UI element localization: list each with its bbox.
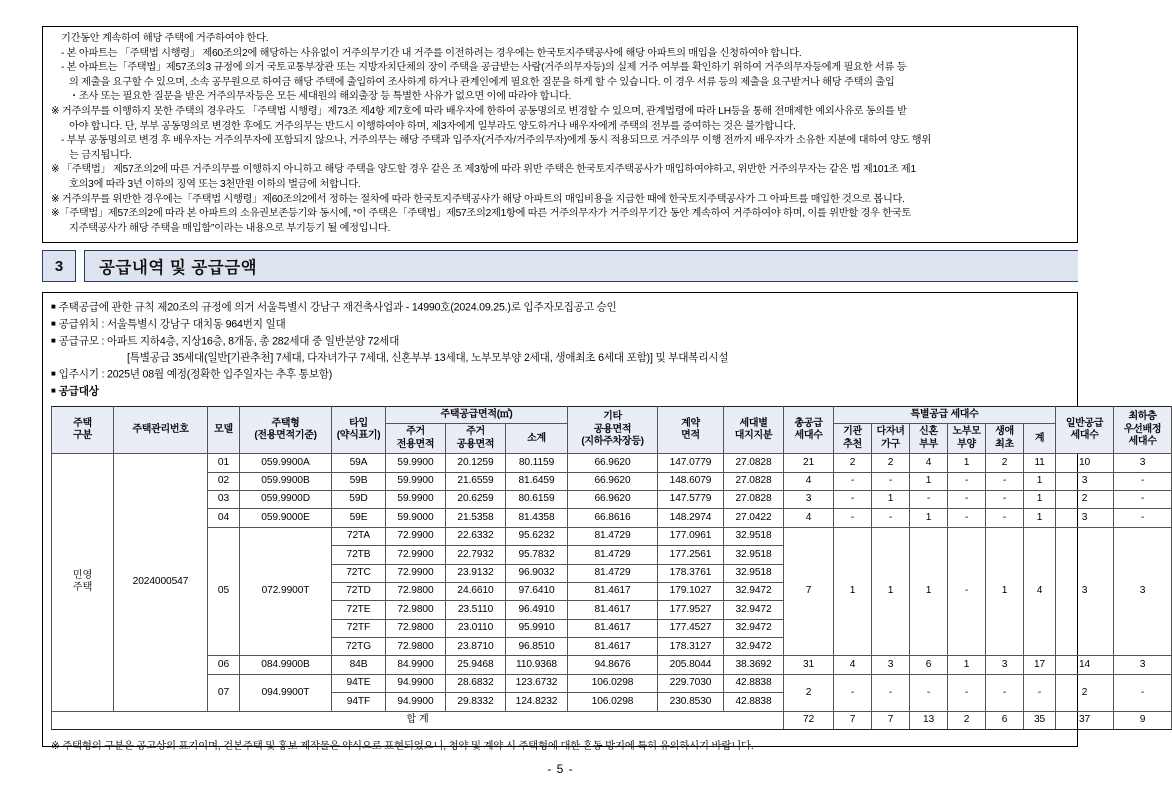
cell-contract-area: 205.8044	[658, 656, 724, 674]
cell-other-common: 106.0298	[568, 693, 658, 711]
cell-sp-firsttime: 3	[986, 656, 1024, 674]
cell-contract-area: 178.3127	[658, 638, 724, 656]
bullet-movein: ■ 입주시기 : 2025년 08월 예정(정확한 입주일자는 추후 통보함)	[51, 368, 333, 381]
th-supply-area-group: 주택공급면적(㎡)	[386, 406, 568, 423]
cell-sp-firsttime: -	[986, 509, 1024, 527]
cell-other-common: 81.4729	[568, 564, 658, 582]
cell-total-units: 3	[784, 490, 834, 508]
notice-line: - 본 아파트는「주택법」제57조의3 규정에 의거 국토교통부장관 또는 지방자치단체의 장이 주택을 공급받는 사람(거주의무자등)의 실제 거주 여부를 확인하기 위하여 거주의무자등에게 필요한 서류 등	[61, 62, 907, 74]
cell-common-area: 24.6610	[446, 582, 506, 600]
cell-total-sp-multichild: 7	[872, 711, 910, 729]
cell-subtotal: 95.9910	[506, 619, 568, 637]
cell-common-area: 23.8710	[446, 638, 506, 656]
cell-common-area: 25.9468	[446, 656, 506, 674]
cell-house-type: 059.9900D	[240, 490, 332, 508]
bullet-scale-detail: [특별공급 35세대(일반[기관추천] 7세대, 다자녀가구 7세대, 신혼부부 13세대, 노부모부양 2세대, 생애최초 6세대 포함)] 및 부대복리시설	[127, 351, 729, 364]
cell-model: 05	[208, 527, 240, 656]
th-mgmt-number: 주택관리번호	[114, 406, 208, 453]
notice-line: - 본 아파트는 「주택법 시행령」 제60조의2에 해당하는 사유없이 거주의무기간 내 거주를 이전하려는 경우에는 한국토지주택공사에 해당 아파트의 매입을 신청하여야 합니다.	[61, 47, 802, 59]
notice-line: ※「주택법」제57조의2에 따라 본 아파트의 소유권보존등기와 동시에, “이 주택은「주택법」제57조의2제1항에 따른 거주의무자가 거주의무기간 동안 계속하여 거주하여야 하며, 이를 위반할 경우 한국토	[51, 208, 912, 220]
cell-subtotal: 96.8510	[506, 638, 568, 656]
cell-sp-newlywed: 4	[910, 454, 948, 472]
cell-model: 01	[208, 454, 240, 472]
notice-box	[42, 26, 1078, 243]
th-general-units: 일반공급 세대수	[1056, 406, 1114, 453]
cell-sp-firsttime: -	[986, 490, 1024, 508]
cell-type-code: 72TD	[332, 582, 386, 600]
table-row	[52, 674, 1172, 692]
cell-land-share: 32.9472	[724, 601, 784, 619]
cell-lowest-floor: -	[1114, 490, 1172, 508]
cell-model: 06	[208, 656, 240, 674]
cell-sp-institution: 1	[834, 527, 872, 656]
cell-type-code: 59B	[332, 472, 386, 490]
cell-common-area: 21.6559	[446, 472, 506, 490]
supply-table-body	[52, 454, 1172, 730]
cell-other-common: 81.4617	[568, 601, 658, 619]
cell-other-common: 66.9620	[568, 454, 658, 472]
cell-lowest-floor: 3	[1114, 527, 1172, 656]
th-model: 모델	[208, 406, 240, 453]
cell-exclusive-area: 72.9900	[386, 564, 446, 582]
cell-total-sp-newlywed: 13	[910, 711, 948, 729]
bullet-square-icon: ■	[51, 318, 56, 328]
notice-line: 기간동안 계속하여 해당 주택에 거주하여야 한다.	[61, 33, 269, 44]
th-sp-firsttime: 생애 최초	[986, 424, 1024, 454]
th-sp-total: 계	[1024, 424, 1056, 454]
page-number: - 5 -	[547, 762, 574, 776]
th-sp-multichild: 다자녀 가구	[872, 424, 910, 454]
cell-general-units: 3	[1056, 509, 1114, 527]
cell-type-code: 59A	[332, 454, 386, 472]
cell-subtotal: 81.6459	[506, 472, 568, 490]
cell-common-area: 20.6259	[446, 490, 506, 508]
cell-general-units: 3	[1056, 527, 1114, 656]
cell-other-common: 66.9620	[568, 490, 658, 508]
cell-lowest-floor: -	[1114, 509, 1172, 527]
notice-line: ※ 거주의무를 위반한 경우에는「주택법 시행령」제60조의2에서 정하는 절차에 따라 한국토지주택공사가 해당 아파트의 매입비용을 지급한 때에 한국토지주택공사가 그 아파트를 매입한 것으로 봅니다.	[51, 193, 905, 205]
cell-land-share: 27.0422	[724, 509, 784, 527]
cell-subtotal: 95.7832	[506, 546, 568, 564]
bullet-square-icon: ■	[51, 369, 56, 379]
cell-type-code: 72TG	[332, 638, 386, 656]
cell-sp-parents: -	[948, 509, 986, 527]
cell-sp-firsttime: 2	[986, 454, 1024, 472]
cell-contract-area: 177.0961	[658, 527, 724, 545]
th-type-code: 타입 (약식표기)	[332, 406, 386, 453]
cell-other-common: 106.0298	[568, 674, 658, 692]
cell-contract-area: 177.2561	[658, 546, 724, 564]
cell-exclusive-area: 59.9900	[386, 454, 446, 472]
cell-sp-firsttime: -	[986, 472, 1024, 490]
cell-lowest-floor: -	[1114, 674, 1172, 711]
cell-general-units: 2	[1056, 490, 1114, 508]
notice-line: - 부부 공동명의로 변경 후 배우자는 거주의무자에 포함되지 않으나, 거주의무는 해당 주택과 입주자(거주자/거주의무자)에게 동시 적용되므로 거주의무 이행 전까지 배우자가 소유한 지분에 대하여 양도 행위	[61, 135, 931, 147]
notice-line: ※ 거주의무를 이행하지 못한 주택의 경우라도 「주택법 시행령」제73조 제4항 제7호에 따라 배우자에 한하여 공동명의로 변경할 수 있으며, 관계법령에 따라 LH등을 통해 전매제한 예외사유로 동의를 받	[51, 105, 907, 117]
cell-land-share: 32.9472	[724, 619, 784, 637]
table-row	[52, 509, 1172, 527]
cell-other-common: 66.9620	[568, 472, 658, 490]
table-footnote: ※ 주택형의 구분은 공고상의 표기이며, 건본주택 및 홍보 제작물은 약식으로 표현되었으니, 청약 및 계약 시 주택형에 대한 혼동 방지에 특히 유의하시기 바랍니다.	[51, 741, 754, 753]
th-sp-institution: 기관 추천	[834, 424, 872, 454]
section-title: 공급내역 및 공급금액	[99, 259, 258, 277]
bullet-location: ■ 공급위치 : 서울특별시 강남구 대치동 964번지 일대	[51, 318, 286, 331]
cell-land-share: 32.9518	[724, 546, 784, 564]
cell-type-code: 94TF	[332, 693, 386, 711]
cell-exclusive-area: 59.9900	[386, 490, 446, 508]
cell-exclusive-area: 72.9900	[386, 546, 446, 564]
cell-subtotal: 110.9368	[506, 656, 568, 674]
cell-total-label: 합 계	[52, 711, 784, 729]
th-sp-parents: 노부모 부양	[948, 424, 986, 454]
cell-land-share: 27.0828	[724, 472, 784, 490]
notice-line: 호의3에 따라 3년 이하의 징역 또는 3천만원 이하의 벌금에 처합니다.	[69, 178, 361, 190]
table-row	[52, 527, 1172, 545]
cell-other-common: 81.4617	[568, 619, 658, 637]
cell-contract-area: 147.0779	[658, 454, 724, 472]
cell-house-type: 072.9900T	[240, 527, 332, 656]
th-land-share: 세대별 대지지분	[724, 406, 784, 453]
notice-line: ※ 「주택법」 제57조의2에 따른 거주의무를 이행하지 아니하고 해당 주택을 양도할 경우 같은 조 제3항에 따라 위반 주택은 한국토지주택공사가 매입하여야하고, 위반한 거주의무자는 같은 법 제101조 제1	[51, 164, 916, 176]
cell-common-area: 23.9132	[446, 564, 506, 582]
cell-total-general-units: 37	[1056, 711, 1114, 729]
bullet-approval: ■ 주택공급에 관한 규칙 제20조의 규정에 의거 서울특별시 강남구 재건축사업과 - 14990호(2024.09.25.)로 입주자모집공고 승인	[51, 301, 617, 314]
cell-type-code: 59E	[332, 509, 386, 527]
cell-sp-newlywed: 1	[910, 509, 948, 527]
cell-sp-newlywed: -	[910, 490, 948, 508]
cell-total-sp-firsttime: 6	[986, 711, 1024, 729]
cell-exclusive-area: 94.9900	[386, 693, 446, 711]
cell-housing-type: 민영 주택	[52, 454, 114, 711]
cell-sp-parents: 1	[948, 454, 986, 472]
cell-sp-multichild: 1	[872, 490, 910, 508]
th-exclusive-area: 주거 전용면적	[386, 424, 446, 454]
cell-type-code: 84B	[332, 656, 386, 674]
cell-other-common: 81.4617	[568, 638, 658, 656]
cell-other-common: 81.4729	[568, 546, 658, 564]
cell-common-area: 20.1259	[446, 454, 506, 472]
cell-lowest-floor: -	[1114, 472, 1172, 490]
notice-line: 아야 합니다. 단, 부부 공동명의로 변경한 후에도 거주의무는 반드시 이행하여야 하며, 제3자에게 일부라도 양도하거나 배우자에게 주택의 전부를 증여하는 것은 불가합니다.	[69, 120, 796, 132]
cell-contract-area: 148.6079	[658, 472, 724, 490]
table-row	[52, 490, 1172, 508]
cell-contract-area: 177.4527	[658, 619, 724, 637]
cell-sp-total: -	[1024, 674, 1056, 711]
cell-subtotal: 96.4910	[506, 601, 568, 619]
cell-sp-total: 17	[1024, 656, 1056, 674]
cell-total-total-units: 72	[784, 711, 834, 729]
cell-house-type: 084.9900B	[240, 656, 332, 674]
cell-type-code: 72TC	[332, 564, 386, 582]
cell-common-area: 22.7932	[446, 546, 506, 564]
notice-line: 는 금지됩니다.	[69, 149, 132, 161]
cell-exclusive-area: 72.9800	[386, 638, 446, 656]
cell-subtotal: 97.6410	[506, 582, 568, 600]
cell-land-share: 32.9518	[724, 564, 784, 582]
cell-contract-area: 178.3761	[658, 564, 724, 582]
cell-type-code: 72TB	[332, 546, 386, 564]
cell-land-share: 42.8838	[724, 693, 784, 711]
section-number: 3	[42, 250, 76, 282]
cell-type-code: 59D	[332, 490, 386, 508]
cell-total-units: 21	[784, 454, 834, 472]
cell-sp-total: 1	[1024, 490, 1056, 508]
th-house-type: 주택형 (전용면적기준)	[240, 406, 332, 453]
table-row	[52, 472, 1172, 490]
cell-subtotal: 123.6732	[506, 674, 568, 692]
supply-table	[51, 406, 1172, 730]
cell-sp-firsttime: 1	[986, 527, 1024, 656]
cell-total-sp-parents: 2	[948, 711, 986, 729]
bullet-square-icon: ■	[51, 335, 56, 345]
cell-exclusive-area: 72.9900	[386, 527, 446, 545]
cell-sp-newlywed: -	[910, 674, 948, 711]
bullet-supply-target: ■ 공급대상	[51, 385, 99, 398]
th-common-area: 주거 공용면적	[446, 424, 506, 454]
th-special-group: 특별공급 세대수	[834, 406, 1056, 423]
cell-sp-parents: -	[948, 490, 986, 508]
cell-contract-area: 177.9527	[658, 601, 724, 619]
cell-sp-multichild: 2	[872, 454, 910, 472]
cell-common-area: 28.6832	[446, 674, 506, 692]
cell-contract-area: 230.8530	[658, 693, 724, 711]
section-title-wrap	[84, 250, 1078, 282]
cell-exclusive-area: 72.9800	[386, 582, 446, 600]
th-sp-newlywed: 신혼 부부	[910, 424, 948, 454]
cell-general-units: 10	[1056, 454, 1114, 472]
cell-sp-parents: 1	[948, 656, 986, 674]
cell-sp-institution: 2	[834, 454, 872, 472]
cell-model: 02	[208, 472, 240, 490]
cell-total-units: 7	[784, 527, 834, 656]
cell-sp-institution: 4	[834, 656, 872, 674]
table-row	[52, 656, 1172, 674]
cell-sp-newlywed: 1	[910, 527, 948, 656]
cell-subtotal: 80.1159	[506, 454, 568, 472]
notice-line: 지주택공사가 해당 주택을 매입함”이라는 내용으로 부기등기 될 예정입니다.	[69, 222, 391, 234]
table-row	[52, 454, 1172, 472]
cell-general-units: 14	[1056, 656, 1114, 674]
th-contract-area: 계약 면적	[658, 406, 724, 453]
cell-land-share: 38.3692	[724, 656, 784, 674]
cell-general-units: 2	[1056, 674, 1114, 711]
notice-line: ・조사 또는 필요한 질문을 받은 거주의무자등은 모든 세대원의 해외출장 등 특별한 사유가 없으면 이에 따라야 합니다.	[69, 91, 572, 103]
cell-land-share: 32.9472	[724, 582, 784, 600]
cell-subtotal: 80.6159	[506, 490, 568, 508]
cell-mgmt-number: 2024000547	[114, 454, 208, 711]
cell-other-common: 81.4729	[568, 527, 658, 545]
cell-house-type: 059.9000E	[240, 509, 332, 527]
cell-contract-area: 229.7030	[658, 674, 724, 692]
cell-sp-newlywed: 6	[910, 656, 948, 674]
cell-subtotal: 81.4358	[506, 509, 568, 527]
cell-land-share: 27.0828	[724, 490, 784, 508]
cell-land-share: 42.8838	[724, 674, 784, 692]
bullet-scale: ■ 공급규모 : 아파트 지하4층, 지상16층, 8개동, 총 282세대 중 일반분양 72세대	[51, 335, 400, 348]
supply-table-head	[52, 406, 1172, 453]
cell-contract-area: 179.1027	[658, 582, 724, 600]
cell-sp-multichild: -	[872, 674, 910, 711]
cell-common-area: 23.0110	[446, 619, 506, 637]
cell-model: 07	[208, 674, 240, 711]
cell-sp-institution: -	[834, 674, 872, 711]
cell-type-code: 72TF	[332, 619, 386, 637]
section-header	[42, 250, 1078, 282]
cell-common-area: 23.5110	[446, 601, 506, 619]
cell-land-share: 27.0828	[724, 454, 784, 472]
cell-subtotal: 124.8232	[506, 693, 568, 711]
cell-land-share: 32.9518	[724, 527, 784, 545]
cell-sp-total: 11	[1024, 454, 1056, 472]
cell-sp-parents: -	[948, 472, 986, 490]
cell-lowest-floor: 3	[1114, 454, 1172, 472]
cell-exclusive-area: 84.9900	[386, 656, 446, 674]
cell-general-units: 3	[1056, 472, 1114, 490]
cell-contract-area: 148.2974	[658, 509, 724, 527]
cell-exclusive-area: 94.9900	[386, 674, 446, 692]
supply-details-box	[42, 292, 1162, 753]
th-other-common: 기타 공용면적 (지하주차장등)	[568, 406, 658, 453]
cell-house-type: 059.9900B	[240, 472, 332, 490]
cell-model: 03	[208, 490, 240, 508]
cell-sp-newlywed: 1	[910, 472, 948, 490]
cell-sp-parents: -	[948, 674, 986, 711]
cell-other-common: 81.4617	[568, 582, 658, 600]
cell-sp-institution: -	[834, 509, 872, 527]
cell-sp-multichild: -	[872, 472, 910, 490]
cell-exclusive-area: 72.9800	[386, 601, 446, 619]
table-total-row	[52, 711, 1172, 729]
cell-exclusive-area: 59.9000	[386, 509, 446, 527]
cell-sp-total: 4	[1024, 527, 1056, 656]
cell-total-sp-institution: 7	[834, 711, 872, 729]
cell-sp-total: 1	[1024, 509, 1056, 527]
cell-total-units: 4	[784, 472, 834, 490]
cell-other-common: 66.8616	[568, 509, 658, 527]
cell-lowest-floor: 3	[1114, 656, 1172, 674]
cell-type-code: 94TE	[332, 674, 386, 692]
cell-type-code: 72TA	[332, 527, 386, 545]
notice-line: 의 제출을 요구할 수 있으며, 소속 공무원으로 하여금 해당 주택에 출입하여 조사하게 하거나 관계인에게 필요한 질문을 하게 할 수 있습니다. 이 경우 서류 등의 제출을 요구받거나 해당 주택의 출입	[69, 76, 895, 88]
cell-common-area: 22.6332	[446, 527, 506, 545]
cell-exclusive-area: 72.9800	[386, 619, 446, 637]
cell-total-units: 4	[784, 509, 834, 527]
cell-sp-total: 1	[1024, 472, 1056, 490]
cell-common-area: 29.8332	[446, 693, 506, 711]
bullet-square-icon: ■	[51, 386, 56, 396]
cell-exclusive-area: 59.9900	[386, 472, 446, 490]
cell-house-type: 094.9900T	[240, 674, 332, 711]
cell-sp-parents: -	[948, 527, 986, 656]
cell-subtotal: 95.6232	[506, 527, 568, 545]
cell-contract-area: 147.5779	[658, 490, 724, 508]
cell-sp-multichild: -	[872, 509, 910, 527]
cell-subtotal: 96.9032	[506, 564, 568, 582]
th-lowest-floor: 최하층 우선배정 세대수	[1114, 406, 1172, 453]
cell-land-share: 32.9472	[724, 638, 784, 656]
cell-sp-institution: -	[834, 472, 872, 490]
cell-sp-firsttime: -	[986, 674, 1024, 711]
th-subtotal: 소계	[506, 424, 568, 454]
cell-common-area: 21.5358	[446, 509, 506, 527]
cell-sp-institution: -	[834, 490, 872, 508]
cell-house-type: 059.9900A	[240, 454, 332, 472]
cell-type-code: 72TE	[332, 601, 386, 619]
cell-total-units: 31	[784, 656, 834, 674]
cell-sp-multichild: 1	[872, 527, 910, 656]
th-housing-type: 주택 구분	[52, 406, 114, 453]
cell-other-common: 94.8676	[568, 656, 658, 674]
cell-total-lowest-floor: 9	[1114, 711, 1172, 729]
bullet-square-icon: ■	[51, 302, 56, 311]
cell-sp-multichild: 3	[872, 656, 910, 674]
cell-total-sp-total: 35	[1024, 711, 1056, 729]
cell-model: 04	[208, 509, 240, 527]
cell-total-units: 2	[784, 674, 834, 711]
th-total-units: 총공급 세대수	[784, 406, 834, 453]
